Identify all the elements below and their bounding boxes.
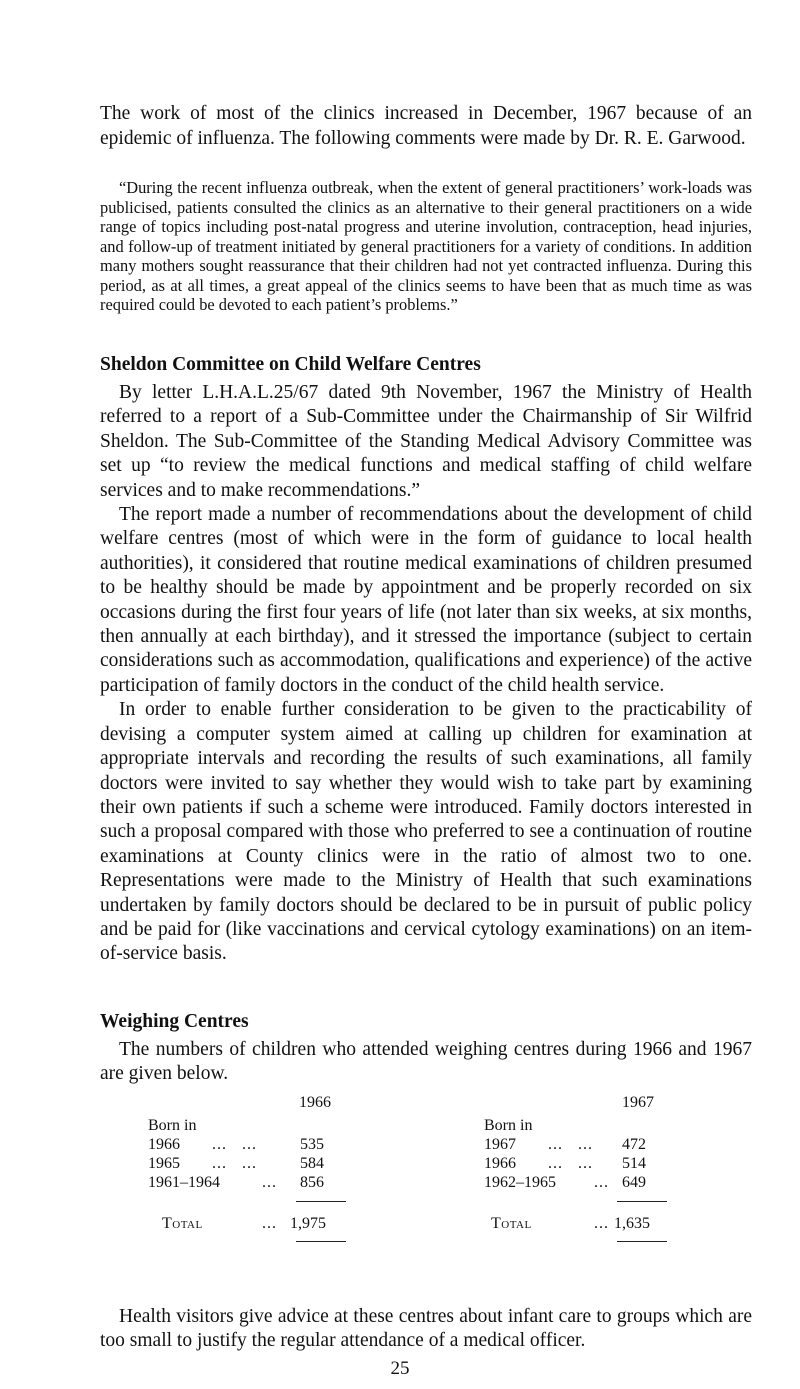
left-row-value: 856	[300, 1174, 324, 1191]
intro-paragraph: The work of most of the clinics increased in December, 1967 because of an epidemic of influenza. The following comments were made by Dr. R. E. Garwood.	[100, 103, 752, 149]
right-total-leader: ...	[594, 1215, 609, 1232]
right-row-label: 1966	[484, 1155, 516, 1172]
left-row-label: 1965	[148, 1155, 180, 1172]
right-total-rule	[617, 1241, 667, 1242]
weighing-heading: Weighing Centres	[100, 1011, 249, 1032]
sheldon-paragraph-1: By letter L.H.A.L.25/67 dated 9th November, 1967 the Ministry of Health referred to a report of a Sub-Committee under the Chairmanship of Sir Wilfrid Sheldon. The Sub-Committee of the Standing Medical Advisory Committee was set up “to review the medical functions and medical staffing of child welfare services and to make recommendations.”	[100, 382, 752, 501]
right-total-label: Total	[491, 1215, 532, 1232]
left-total-rule	[296, 1241, 346, 1242]
right-row-value: 514	[622, 1155, 646, 1172]
right-subtotal-rule	[617, 1201, 667, 1202]
right-row-leader: ... ...	[548, 1136, 593, 1153]
left-row-value: 535	[300, 1136, 324, 1153]
weighing-table	[0, 1090, 800, 1280]
right-row-leader: ... ...	[548, 1155, 593, 1172]
weighing-intro: The numbers of children who attended weighing centres during 1966 and 1967 are given below.	[100, 1039, 752, 1085]
left-row-leader: ...	[262, 1174, 277, 1191]
left-total-label: Total	[162, 1215, 203, 1232]
right-row-value: 649	[622, 1174, 646, 1191]
left-total-leader: ...	[262, 1215, 277, 1232]
right-row-leader: ...	[594, 1174, 609, 1191]
left-row-leader: ... ...	[212, 1155, 257, 1172]
garwood-quote: “During the recent influenza outbreak, when the extent of general practitioners’ work-loads was publicised, patients consulted the clinics as an alternative to their general practitioners on a wide range of topics including post-natal progress and uterine involution, contraception, head injuries, and follow-up of treatment initiated by general practitioners for a variety of conditions. In addition many mothers sought reassurance that their children had not yet contracted influenza. During this period, as at all times, a great appeal of the clinics seems to have been that as much time as was required could be devoted to each patient’s problems.”	[100, 178, 752, 314]
left-row-label: 1961–1964	[148, 1174, 220, 1191]
left-row-label: 1966	[148, 1136, 180, 1153]
left-row-value: 584	[300, 1155, 324, 1172]
left-born-label: Born in	[148, 1117, 197, 1134]
page-number: 25	[390, 1358, 410, 1379]
right-year-header: 1967	[622, 1094, 654, 1111]
weighing-closing-paragraph: Health visitors give advice at these centres about infant care to groups which are too small to justify the regular attendance of a medical officer.	[100, 1306, 752, 1352]
sheldon-section-body	[100, 381, 752, 967]
sheldon-heading: Sheldon Committee on Child Welfare Centres	[100, 354, 481, 375]
right-row-value: 472	[622, 1136, 646, 1153]
left-subtotal-rule	[296, 1201, 346, 1202]
left-row-leader: ... ...	[212, 1136, 257, 1153]
right-born-label: Born in	[484, 1117, 533, 1134]
right-row-label: 1962–1965	[484, 1174, 556, 1191]
sheldon-paragraph-3: In order to enable further consideration to be given to the practicability of devising a computer system aimed at calling up children for examination at appropriate intervals and recording the results of such examinations, all family doctors were invited to say whether they would wish to take part by examining their own patients if such a scheme were introduced. Family doctors interested in such a proposal compared with those who preferred to see a continuation of routine examinations at County clinics were in the ratio of almost two to one. Representations were made to the Ministry of Health that such examinations undertaken by family doctors should be declared to be in pursuit of public policy and be paid for (like vaccinations and cervical cytology examinations) on an item-of-service basis.	[100, 699, 752, 965]
left-total-value: 1,975	[290, 1215, 326, 1232]
sheldon-paragraph-2: The report made a number of recommendations about the development of child welfare centres (most of which were in the form of guidance to local health authorities), it considered that routine medical examinations of children presumed to be healthy should be made by appointment and be properly recorded on six occasions during the first four years of life (not later than six weeks, at six months, then annually at each birthday), and it stressed the importance (subject to certain considerations such as accommodation, qualifications and experience) of the active participation of family doctors in the conduct of the child health service.	[100, 504, 752, 696]
right-row-label: 1967	[484, 1136, 516, 1153]
right-total-value: 1,635	[614, 1215, 650, 1232]
left-year-header: 1966	[299, 1094, 331, 1111]
